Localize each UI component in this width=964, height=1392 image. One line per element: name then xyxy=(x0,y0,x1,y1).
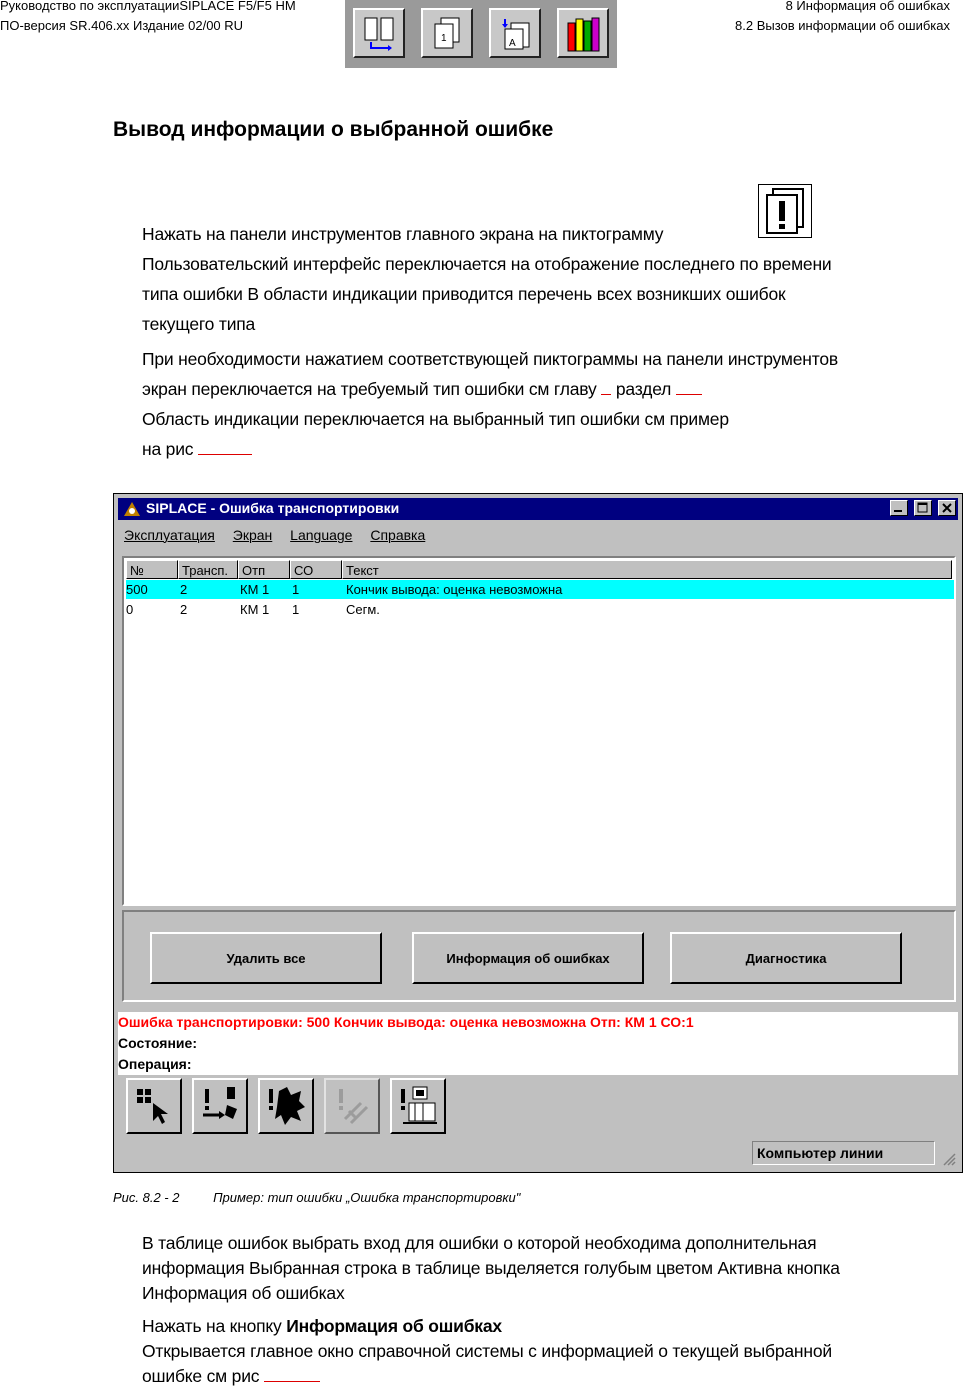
component-error-icon[interactable] xyxy=(324,1078,380,1134)
app-logo-icon xyxy=(122,500,142,518)
header-chapter: 8 Информация об ошибках xyxy=(785,0,950,13)
menu-operation[interactable]: Эксплуатация xyxy=(124,527,215,543)
transport-error-icon[interactable] xyxy=(192,1078,248,1134)
paragraph-line: текущего типа xyxy=(142,314,256,334)
table-row-selected[interactable] xyxy=(126,580,954,599)
column-header-text[interactable]: Текст xyxy=(342,560,952,579)
paragraph-text: раздел xyxy=(615,379,672,399)
error-table xyxy=(122,556,956,906)
paragraph-line xyxy=(142,1361,320,1392)
cell-transport: 2 xyxy=(180,582,188,597)
paragraph-text: Нажать на кнопку xyxy=(142,1316,287,1336)
paragraph-line: Пользовательский интерфейс переключается на отображение последнего по времени xyxy=(142,254,832,274)
paragraph-line: Открывается главное окно справочной системы с информацией о текущей выбранной xyxy=(142,1341,832,1361)
figure-link[interactable] xyxy=(198,440,252,455)
paragraph-line xyxy=(142,374,702,405)
svg-text:1: 1 xyxy=(441,33,447,44)
contents-icon[interactable] xyxy=(353,8,405,58)
minimize-button[interactable] xyxy=(890,500,908,516)
state-status-line: Состояние: xyxy=(118,1033,958,1054)
column-header-transport[interactable]: Трансп. xyxy=(178,560,238,579)
table-row[interactable] xyxy=(126,600,954,619)
column-header-co[interactable]: СО xyxy=(290,560,342,579)
svg-text:A: A xyxy=(509,38,516,49)
cell-no: 0 xyxy=(126,602,134,617)
header-section: 8.2 Вызов информации об ошибках xyxy=(735,18,950,33)
figure-link[interactable] xyxy=(264,1367,320,1382)
figure-caption xyxy=(113,1190,520,1205)
cell-co: 1 xyxy=(292,602,300,617)
figure-caption-text: Пример: тип ошибки „Ошибка транспортировки" xyxy=(213,1190,521,1205)
diagnostics-button[interactable]: Диагностика xyxy=(670,932,902,984)
search-icon[interactable] xyxy=(489,8,541,58)
menu-screen[interactable]: Экран xyxy=(232,527,273,543)
status-bar-line-computer: Компьютер линии xyxy=(752,1141,935,1165)
cell-no: 500 xyxy=(126,582,148,597)
close-button[interactable] xyxy=(938,500,956,516)
button-reference: Информация об ошибках xyxy=(286,1316,502,1336)
maximize-button[interactable] xyxy=(914,500,932,516)
operation-status-line: Операция: xyxy=(118,1054,958,1075)
paragraph-line: информация Выбранная строка в таблице выделяется голубым цветом Активна кнопка xyxy=(142,1258,840,1278)
window-title: SIPLACE - Ошибка транспортировки xyxy=(146,500,400,516)
paragraph-line: В таблице ошибок выбрать вход для ошибки о которой необходима дополнительная xyxy=(142,1233,817,1253)
vision-error-icon[interactable] xyxy=(258,1078,314,1134)
header-version: ПО-версия SR.406.xx Издание 02/00 RU xyxy=(0,18,244,33)
error-info-icon xyxy=(758,184,812,238)
paragraph-text: ошибке см рис xyxy=(142,1366,260,1386)
app-window xyxy=(113,493,963,1173)
paragraph-text: на рис xyxy=(142,439,194,459)
doc-navigation-bar xyxy=(345,0,617,68)
machine-error-icon[interactable] xyxy=(390,1078,446,1134)
paragraph-line: Область индикации переключается на выбранный тип ошибки см пример xyxy=(142,409,729,429)
paragraph-line: типа ошибки В области индикации приводится перечень всех возникших ошибок xyxy=(142,284,786,304)
paragraph-text: экран переключается на требуемый тип ошибки см главу xyxy=(142,379,597,399)
section-link[interactable] xyxy=(676,380,702,395)
select-pointer-icon[interactable] xyxy=(126,1078,182,1134)
menu-help[interactable]: Справка xyxy=(370,527,426,543)
button-panel xyxy=(122,910,956,1002)
delete-all-button[interactable]: Удалить все xyxy=(150,932,382,984)
cell-transport: 2 xyxy=(180,602,188,617)
cell-feeder: КМ 1 xyxy=(240,602,270,617)
pages-icon[interactable] xyxy=(421,8,473,58)
paragraph-line: Информация об ошибках xyxy=(142,1283,345,1303)
section-title: Вывод информации о выбранной ошибке xyxy=(113,118,554,141)
figure-number: Рис. 8.2 - 2 xyxy=(113,1190,180,1205)
menu-bar xyxy=(124,527,439,543)
menu-language[interactable]: Language xyxy=(290,527,353,543)
column-header-no[interactable]: № xyxy=(126,560,178,579)
column-header-feeder[interactable]: Отп xyxy=(238,560,290,579)
chapter-link[interactable] xyxy=(601,380,611,395)
cell-co: 1 xyxy=(292,582,300,597)
cell-text: Сегм. xyxy=(346,602,380,617)
window-titlebar xyxy=(118,498,958,520)
error-status-line: Ошибка транспортировки: 500 Кончик вывода: оценка невозможна Отп: КМ 1 СО:1 xyxy=(118,1012,958,1033)
books-icon[interactable] xyxy=(557,8,609,58)
error-info-button[interactable]: Информация об ошибках xyxy=(412,932,644,984)
paragraph-line xyxy=(142,434,252,465)
cell-feeder: КМ 1 xyxy=(240,582,270,597)
cell-text: Кончик вывода: оценка невозможна xyxy=(346,582,563,597)
resize-grip-icon[interactable] xyxy=(940,1150,956,1166)
paragraph-line: Нажать на панели инструментов главного экрана на пиктограмму xyxy=(142,224,664,244)
paragraph-line: При необходимости нажатием соответствующей пиктограммы на панели инструментов xyxy=(142,349,838,369)
header-manual-title: Руководство по эксплуатацииSIPLACE F5/F5 HM xyxy=(0,0,296,13)
